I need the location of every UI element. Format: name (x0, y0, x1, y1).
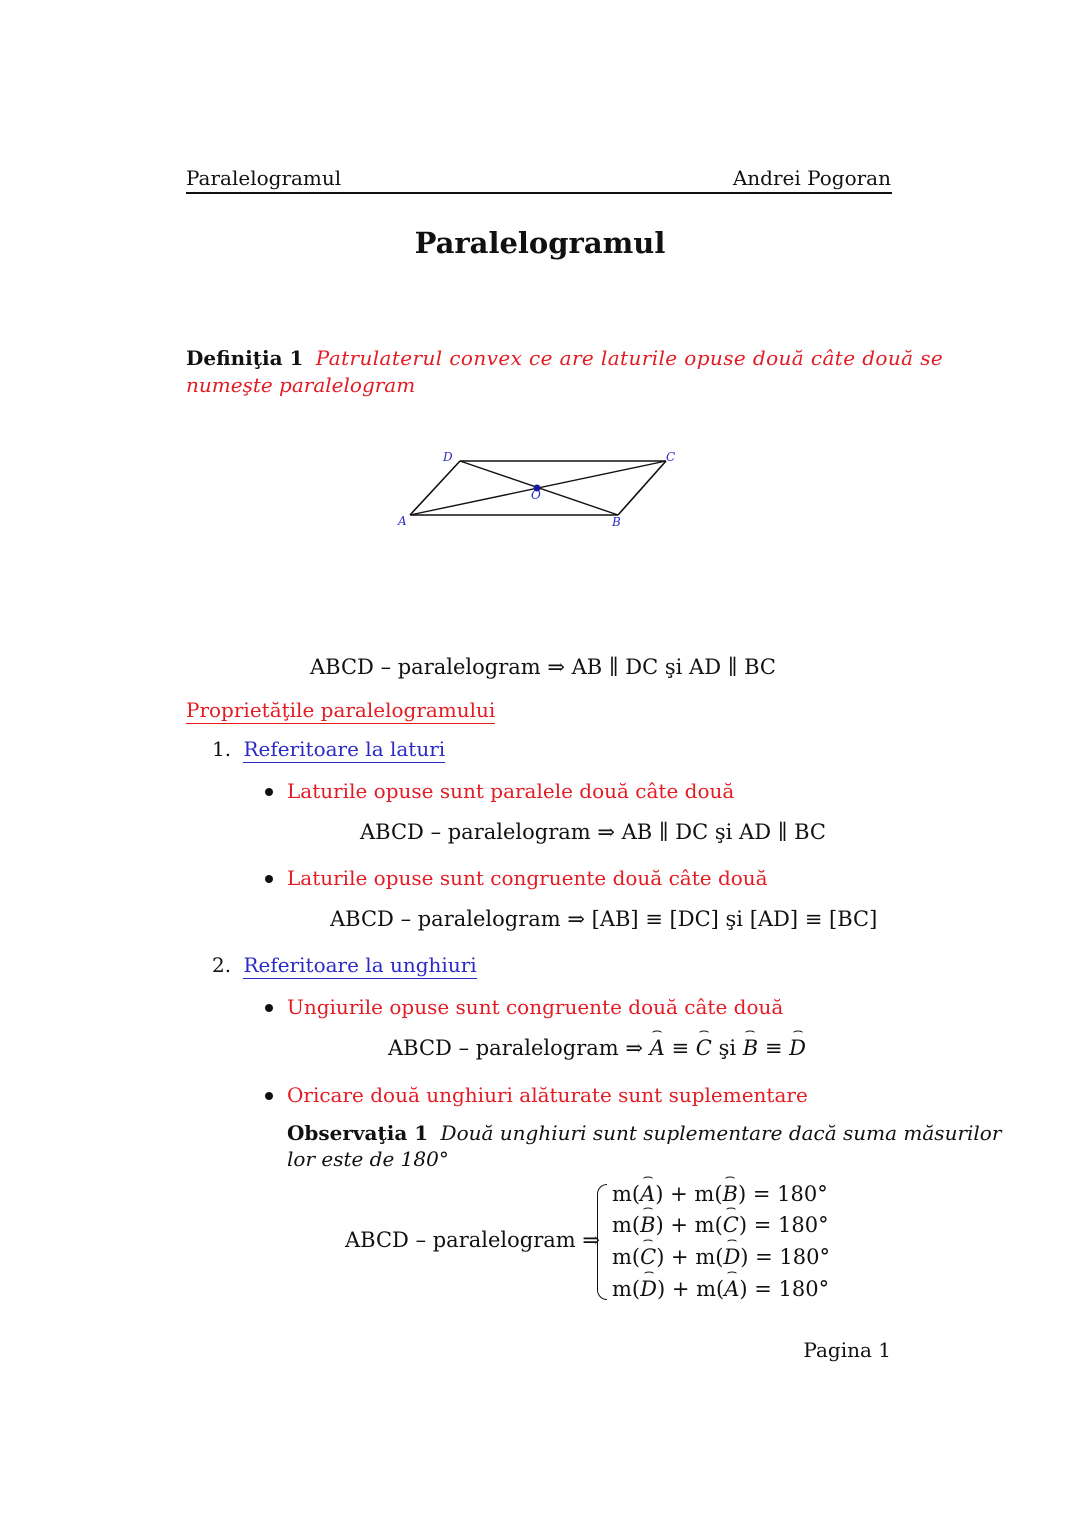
main-formula: ABCD – paralelogram ⇒ AB ∥ DC şi AD ∥ BC (310, 655, 776, 679)
definition-label: Definiţia 1 (186, 346, 304, 370)
bullet-1-1-formula: ABCD – paralelogram ⇒ AB ∥ DC şi AD ∥ BC (360, 820, 826, 844)
side-da (410, 461, 460, 515)
angle-d: ⌢ D (640, 1277, 657, 1301)
label-d: D (443, 450, 453, 464)
bullet-1-2-formula: ABCD – paralelogram ⇒ [AB] ≡ [DC] şi [AD] ≡ [BC] (330, 907, 878, 931)
observation-text-2: lor este de 180° (287, 1147, 449, 1171)
angle-d: ⌢ D (723, 1245, 740, 1269)
bullet-1-2-text: Laturile opuse sunt congruente două câte două (287, 866, 768, 890)
definition-text-1: Patrulaterul convex ce are laturile opuse două câte două se (315, 346, 944, 370)
label-c: C (666, 450, 676, 464)
angle-a: ⌢ A (640, 1182, 655, 1206)
angle-c: ⌢ C (640, 1245, 656, 1269)
angle-b: ⌢ B (640, 1213, 655, 1237)
angle-c: ⌢ C (696, 1036, 712, 1060)
system-row-1: m(⌢ A) + m(⌢ B) = 180° (612, 1182, 828, 1206)
angle-c: ⌢ C (723, 1213, 739, 1237)
bullet-2-1-formula (388, 1036, 806, 1060)
angle-b: ⌢ B (723, 1182, 738, 1206)
bullet-marker (265, 1092, 273, 1100)
row-value: = 180° (752, 1182, 828, 1206)
left-brace (597, 1184, 607, 1300)
congruent-sign: ≡ (764, 1036, 783, 1060)
row-value: = 180° (754, 1277, 830, 1301)
definition-text-2: numeşte paralelogram (186, 373, 416, 397)
system-row-4: m(⌢ D) + m(⌢ A) = 180° (612, 1277, 829, 1301)
page-number: Pagina 1 (803, 1338, 891, 1362)
observation-text-1: Două unghiuri sunt suplementare dacă suma măsurilor (440, 1121, 1002, 1145)
conjunction: şi (718, 1036, 737, 1060)
section-2-title[interactable]: Referitoare la unghiuri (243, 953, 477, 977)
system-row-3: m(⌢ C) + m(⌢ D) = 180° (612, 1245, 830, 1269)
section-2-number: 2. (212, 953, 232, 977)
row-value: = 180° (753, 1213, 829, 1237)
observation-label: Observaţia 1 (287, 1121, 429, 1145)
page-title: Paralelogramul (414, 226, 666, 260)
bullet-marker (265, 1004, 273, 1012)
bullet-2-1-text: Ungiurile opuse sunt congruente două câte două (287, 995, 784, 1019)
angle-a: ⌢ A (650, 1036, 665, 1060)
label-a: A (398, 514, 407, 528)
header-rule (186, 192, 892, 194)
section-1-number: 1. (212, 737, 232, 761)
bullet-2-2-text: Oricare două unghiuri alăturate sunt suplementare (287, 1083, 808, 1107)
running-header-right: Andrei Pogoran (732, 166, 891, 190)
running-header-left: Paralelogramul (186, 166, 342, 190)
parallelogram-figure (390, 445, 690, 535)
observation-line-1 (287, 1121, 1001, 1145)
properties-heading[interactable] (186, 698, 495, 722)
label-b: B (612, 515, 621, 529)
angle-a: ⌢ A (724, 1277, 739, 1301)
properties-heading-text[interactable]: Proprietăţile paralelogramului (186, 698, 496, 722)
label-o: O (531, 488, 541, 502)
definition-line-1 (186, 346, 943, 370)
angle-d: ⌢ D (789, 1036, 806, 1060)
bullet-1-1-text: Laturile opuse sunt paralele două câte două (287, 779, 735, 803)
system-prefix: ABCD – paralelogram ⇒ (345, 1228, 600, 1252)
section-2-heading[interactable] (212, 953, 477, 977)
bullet-marker (265, 875, 273, 883)
section-1-heading[interactable] (212, 737, 445, 761)
section-1-title[interactable]: Referitoare la laturi (243, 737, 446, 761)
congruent-sign: ≡ (671, 1036, 690, 1060)
formula-prefix: ABCD – paralelogram ⇒ (388, 1036, 643, 1060)
angle-b: ⌢ B (743, 1036, 758, 1060)
bullet-marker (265, 788, 273, 796)
row-value: = 180° (755, 1245, 831, 1269)
system-row-2: m(⌢ B) + m(⌢ C) = 180° (612, 1213, 829, 1237)
